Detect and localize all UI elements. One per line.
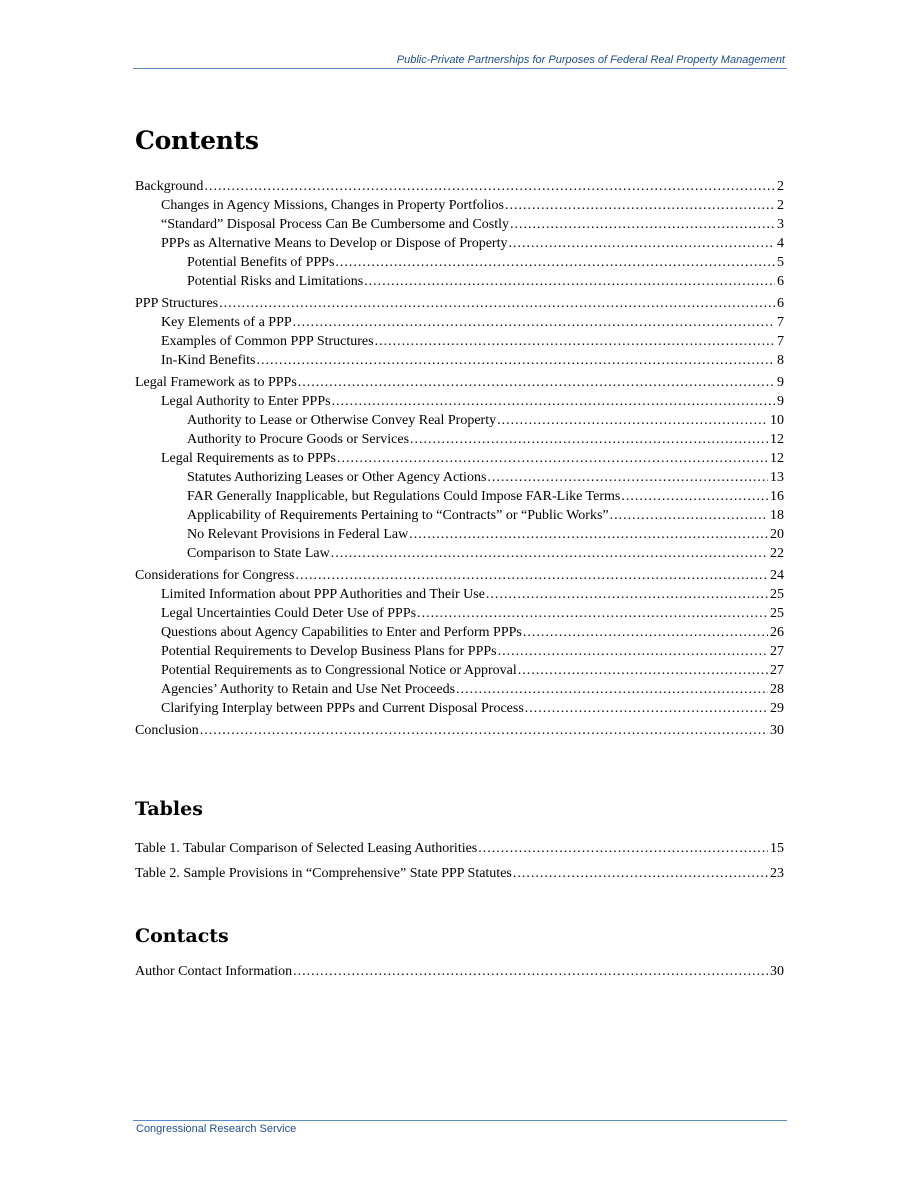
contents-heading: Contents [135, 126, 259, 155]
dot-leader [256, 351, 775, 370]
tables-list [135, 836, 784, 886]
toc-entry-title: Potential Requirements to Develop Business Plans for PPPs [161, 644, 497, 659]
toc-entry-page-number: 8 [777, 353, 784, 368]
toc-entry[interactable] [135, 468, 784, 487]
dot-leader [487, 468, 768, 487]
toc-entry-title: Potential Benefits of PPPs [187, 255, 335, 270]
dot-leader [375, 332, 775, 351]
toc-entry-title: Examples of Common PPP Structures [161, 334, 374, 349]
toc-entry-title: Potential Risks and Limitations [187, 274, 364, 289]
toc-entry-title: Background [135, 179, 204, 194]
toc-entry[interactable] [135, 680, 784, 699]
dot-leader [498, 642, 768, 661]
dot-leader [478, 836, 768, 861]
dot-leader [200, 721, 768, 740]
dot-leader [204, 177, 775, 196]
header-rule [133, 68, 787, 69]
dot-leader [486, 585, 768, 604]
toc-entry[interactable] [135, 351, 784, 370]
tables-heading: Tables [135, 798, 203, 820]
toc-entry-page-number: 10 [770, 413, 784, 428]
dot-leader [525, 699, 768, 718]
toc-entry-page-number: 9 [777, 375, 784, 390]
contacts-heading: Contacts [135, 925, 229, 947]
toc-entry-title: Conclusion [135, 723, 199, 738]
toc-entry-title: Limited Information about PPP Authorities and Their Use [161, 587, 485, 602]
dot-leader [219, 294, 775, 313]
toc-entry-title: Authority to Lease or Otherwise Convey Real Property [187, 413, 497, 428]
dot-leader [337, 449, 768, 468]
dot-leader [497, 411, 768, 430]
toc-entry[interactable] [135, 604, 784, 623]
toc-entry[interactable] [135, 721, 784, 740]
toc-entry-title: Changes in Agency Missions, Changes in Property Portfolios [161, 198, 504, 213]
toc-entry-page-number: 9 [777, 394, 784, 409]
toc-entry-page-number: 22 [770, 546, 784, 561]
dot-leader [293, 962, 768, 981]
toc-entry[interactable] [135, 215, 784, 234]
toc-entry[interactable] [135, 253, 784, 272]
toc-entry-page-number: 12 [770, 451, 784, 466]
toc-entry[interactable] [135, 962, 784, 981]
dot-leader [335, 253, 775, 272]
toc-entry[interactable] [135, 544, 784, 563]
toc-entry[interactable] [135, 585, 784, 604]
toc-entry[interactable] [135, 623, 784, 642]
dot-leader [417, 604, 768, 623]
toc-entry[interactable] [135, 392, 784, 411]
toc-entry-title: Legal Framework as to PPPs [135, 375, 297, 390]
toc-entry[interactable] [135, 525, 784, 544]
toc-entry-page-number: 12 [770, 432, 784, 447]
toc-entry-page-number: 30 [770, 723, 784, 738]
toc-entry-page-number: 16 [770, 489, 784, 504]
toc-entry-page-number: 2 [777, 198, 784, 213]
toc-entry-title: Potential Requirements as to Congressional Notice or Approval [161, 663, 517, 678]
toc-entry-title: Table 2. Sample Provisions in “Comprehensive” State PPP Statutes [135, 866, 512, 881]
toc-entry[interactable] [135, 411, 784, 430]
toc-entry-page-number: 15 [770, 841, 784, 856]
toc-entry-page-number: 25 [770, 587, 784, 602]
toc-entry-title: No Relevant Provisions in Federal Law [187, 527, 409, 542]
toc-entry[interactable] [135, 313, 784, 332]
toc-entry-page-number: 20 [770, 527, 784, 542]
toc-entry-page-number: 27 [770, 663, 784, 678]
dot-leader [331, 544, 768, 563]
toc-entry-page-number: 29 [770, 701, 784, 716]
dot-leader [518, 661, 768, 680]
dot-leader [610, 506, 768, 525]
toc-entry-title: Comparison to State Law [187, 546, 330, 561]
toc-entry-title: Legal Uncertainties Could Deter Use of PPPs [161, 606, 417, 621]
dot-leader [505, 196, 775, 215]
dot-leader [621, 487, 768, 506]
toc-entry[interactable] [135, 566, 784, 585]
running-header: Public-Private Partnerships for Purposes of Federal Real Property Management [396, 54, 785, 66]
toc-entry[interactable] [135, 196, 784, 215]
dot-leader [409, 525, 768, 544]
toc-entry-title: PPP Structures [135, 296, 219, 311]
toc-entry-page-number: 28 [770, 682, 784, 697]
toc-entry[interactable] [135, 836, 784, 861]
dot-leader [513, 861, 768, 886]
toc-entry-title: Author Contact Information [135, 964, 293, 979]
toc-entry-page-number: 26 [770, 625, 784, 640]
toc-entry-title: Clarifying Interplay between PPPs and Current Disposal Process [161, 701, 524, 716]
dot-leader [523, 623, 768, 642]
toc-entry-title: PPPs as Alternative Means to Develop or Dispose of Property [161, 236, 508, 251]
contacts-list [135, 962, 784, 981]
toc-entry-page-number: 23 [770, 866, 784, 881]
toc-entry-page-number: 24 [770, 568, 784, 583]
toc-entry[interactable] [135, 487, 784, 506]
footer-rule [133, 1120, 787, 1121]
toc-entry-title: FAR Generally Inapplicable, but Regulations Could Impose FAR-Like Terms [187, 489, 621, 504]
toc-entry-page-number: 27 [770, 644, 784, 659]
toc-entry-title: Key Elements of a PPP [161, 315, 292, 330]
toc-entry-page-number: 6 [777, 296, 784, 311]
toc-entry[interactable] [135, 506, 784, 525]
toc-entry-page-number: 7 [777, 334, 784, 349]
toc-entry-title: Legal Authority to Enter PPPs [161, 394, 331, 409]
toc-entry-page-number: 4 [777, 236, 784, 251]
toc-entry-page-number: 18 [770, 508, 784, 523]
toc-entry[interactable] [135, 661, 784, 680]
toc-entry-title: Applicability of Requirements Pertaining to “Contracts” or “Public Works” [187, 508, 609, 523]
running-footer: Congressional Research Service [136, 1123, 297, 1135]
toc-entry[interactable] [135, 861, 784, 886]
toc-entry[interactable] [135, 177, 784, 196]
toc-entry[interactable] [135, 272, 784, 291]
toc-entry-title: Considerations for Congress [135, 568, 295, 583]
toc-entry[interactable] [135, 699, 784, 718]
toc-entry-title: Statutes Authorizing Leases or Other Agency Actions [187, 470, 487, 485]
toc-entry-page-number: 2 [777, 179, 784, 194]
dot-leader [410, 430, 768, 449]
toc-entry[interactable] [135, 430, 784, 449]
toc-entry-title: Legal Requirements as to PPPs [161, 451, 336, 466]
toc-entry-title: Authority to Procure Goods or Services [187, 432, 410, 447]
toc-entry-page-number: 30 [770, 964, 784, 979]
toc-entry[interactable] [135, 234, 784, 253]
toc-entry[interactable] [135, 642, 784, 661]
dot-leader [298, 373, 775, 392]
toc-entry-title: Table 1. Tabular Comparison of Selected Leasing Authorities [135, 841, 478, 856]
dot-leader [295, 566, 768, 585]
dot-leader [332, 392, 775, 411]
toc-entry-page-number: 3 [777, 217, 784, 232]
toc-entry-title: “Standard” Disposal Process Can Be Cumbersome and Costly [161, 217, 510, 232]
toc-entry[interactable] [135, 449, 784, 468]
toc-entry-title: In-Kind Benefits [161, 353, 256, 368]
toc-entry-page-number: 25 [770, 606, 784, 621]
contents-list [135, 177, 784, 740]
dot-leader [456, 680, 768, 699]
toc-entry-page-number: 6 [777, 274, 784, 289]
toc-entry-title: Questions about Agency Capabilities to Enter and Perform PPPs [161, 625, 522, 640]
toc-entry[interactable] [135, 294, 784, 313]
dot-leader [510, 215, 775, 234]
toc-entry-title: Agencies’ Authority to Retain and Use Net Proceeds [161, 682, 456, 697]
toc-entry[interactable] [135, 373, 784, 392]
dot-leader [364, 272, 775, 291]
dot-leader [293, 313, 775, 332]
dot-leader [508, 234, 775, 253]
toc-entry[interactable] [135, 332, 784, 351]
toc-entry-page-number: 13 [770, 470, 784, 485]
toc-entry-page-number: 5 [777, 255, 784, 270]
toc-entry-page-number: 7 [777, 315, 784, 330]
